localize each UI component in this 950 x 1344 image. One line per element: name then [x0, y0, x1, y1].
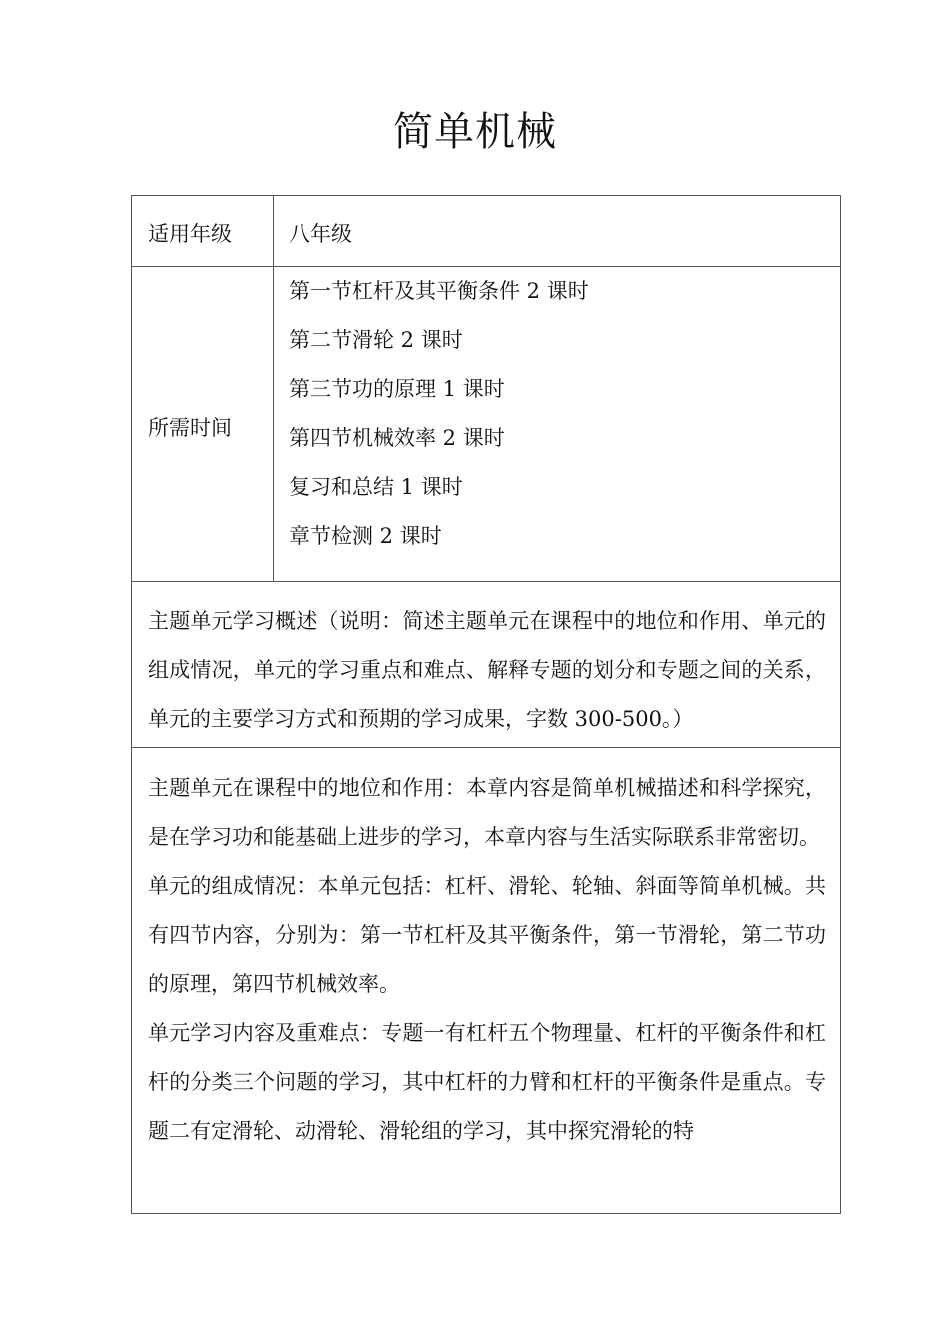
time-item: 第三节功的原理 1 课时 — [289, 377, 505, 401]
content-paragraph: 单元的组成情况：本单元包括：杠杆、滑轮、轮轴、斜面等简单机械。共有四节内容，分别为：第一节杠杆及其平衡条件，第一节滑轮，第二节功的原理，第四节机械效率。 — [148, 874, 826, 996]
time-item: 第一节杠杆及其平衡条件 2 课时 — [289, 279, 589, 303]
time-list — [289, 276, 589, 570]
time-item: 第二节滑轮 2 课时 — [289, 328, 463, 352]
overview-text: 主题单元学习概述（说明：简述主题单元在课程中的地位和作用、单元的组成情况，单元的学习重点和难点、解释专题的划分和专题之间的关系，单元的主要学习方式和预期的学习成果，字数 300-500。） — [148, 609, 826, 731]
overview-prompt — [148, 597, 826, 744]
content-paragraph: 单元学习内容及重难点：专题一有杠杆五个物理量、杠杆的平衡条件和杠杆的分类三个问题的学习，其中杠杆的力臂和杠杆的平衡条件是重点。专题二有定滑轮、动滑轮、滑轮组的学习，其中探究滑轮的特 — [148, 1021, 826, 1143]
grade-value: 八年级 — [289, 222, 352, 246]
row-divider — [132, 581, 840, 582]
content-body — [148, 764, 826, 1156]
time-label: 所需时间 — [148, 416, 232, 440]
unit-table — [131, 195, 841, 1214]
grade-label: 适用年级 — [148, 222, 232, 246]
time-item: 第四节机械效率 2 课时 — [289, 426, 505, 450]
document-title: 简单机械 — [393, 109, 557, 155]
content-paragraph: 主题单元在课程中的地位和作用：本章内容是简单机械描述和科学探究，是在学习功和能基础上进步的学习，本章内容与生活实际联系非常密切。 — [148, 776, 826, 849]
time-item: 章节检测 2 课时 — [289, 524, 442, 548]
row-divider — [132, 266, 840, 267]
row-divider — [132, 747, 840, 748]
column-divider — [273, 196, 274, 581]
time-item: 复习和总结 1 课时 — [289, 475, 463, 499]
